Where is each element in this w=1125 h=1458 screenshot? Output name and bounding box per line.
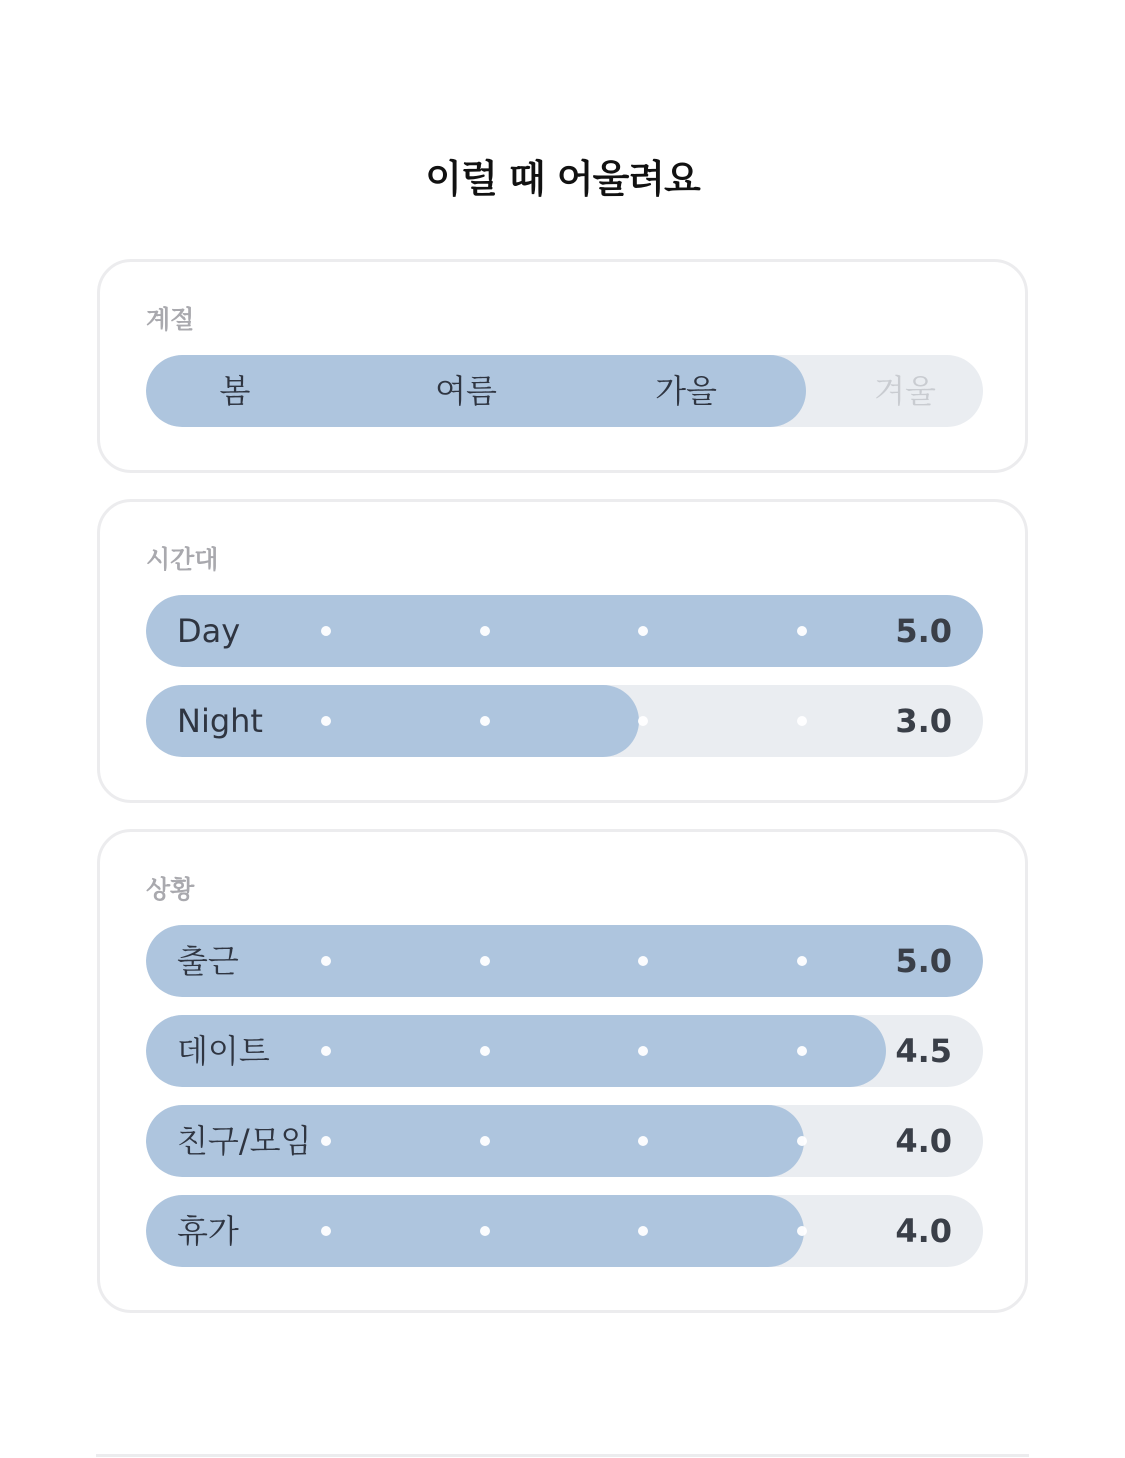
page-title: 이럴 때 어울려요 — [425, 157, 700, 201]
time-card — [97, 499, 1028, 803]
time-bar-day — [146, 595, 983, 667]
dot — [797, 1046, 807, 1056]
bar-fill — [146, 595, 983, 667]
dot — [797, 1226, 807, 1236]
dot — [638, 1136, 648, 1146]
season-summer: 여름 — [435, 372, 497, 410]
season-card — [97, 259, 1028, 473]
bar-name: 친구/모임 — [177, 1122, 312, 1160]
dot — [321, 956, 331, 966]
dot — [480, 956, 490, 966]
bar-score: 4.0 — [895, 1212, 952, 1250]
bar-score: 5.0 — [895, 942, 952, 980]
season-winter: 겨울 — [874, 372, 936, 410]
season-autumn: 가을 — [655, 372, 717, 410]
situation-card — [97, 829, 1028, 1313]
bar-name: Day — [177, 612, 241, 650]
dot — [797, 716, 807, 726]
dot — [638, 956, 648, 966]
season-spring: 봄 — [219, 372, 251, 410]
bar-name: Night — [177, 702, 263, 740]
dot — [638, 626, 648, 636]
situation-bar-commute — [146, 925, 983, 997]
season-card-label: 계절 — [146, 305, 195, 334]
situation-card-label: 상황 — [146, 875, 195, 904]
dot — [797, 1136, 807, 1146]
dot — [638, 716, 648, 726]
situation-bar-date — [146, 1015, 983, 1087]
dot — [321, 716, 331, 726]
bar-score: 5.0 — [895, 612, 952, 650]
time-bar-night — [146, 685, 983, 757]
bar-name: 데이트 — [177, 1032, 270, 1070]
dot — [321, 1226, 331, 1236]
divider — [96, 1454, 1029, 1457]
situation-bar-friends — [146, 1105, 983, 1177]
bar-fill — [146, 925, 983, 997]
bar-fill — [146, 1195, 804, 1267]
dot — [797, 626, 807, 636]
bar-name: 출근 — [177, 942, 239, 980]
dot — [480, 626, 490, 636]
dot — [480, 1046, 490, 1056]
bar-score: 4.0 — [895, 1122, 952, 1160]
dot — [638, 1046, 648, 1056]
dot — [638, 1226, 648, 1236]
dot — [480, 716, 490, 726]
dot — [321, 1136, 331, 1146]
dot — [480, 1226, 490, 1236]
bar-score: 3.0 — [895, 702, 952, 740]
situation-bar-vacation — [146, 1195, 983, 1267]
bar-score: 4.5 — [895, 1032, 952, 1070]
dot — [321, 1046, 331, 1056]
dot — [321, 626, 331, 636]
bar-name: 휴가 — [177, 1212, 239, 1250]
dot — [480, 1136, 490, 1146]
time-card-label: 시간대 — [146, 545, 219, 574]
season-bar — [146, 355, 983, 427]
dot — [797, 956, 807, 966]
